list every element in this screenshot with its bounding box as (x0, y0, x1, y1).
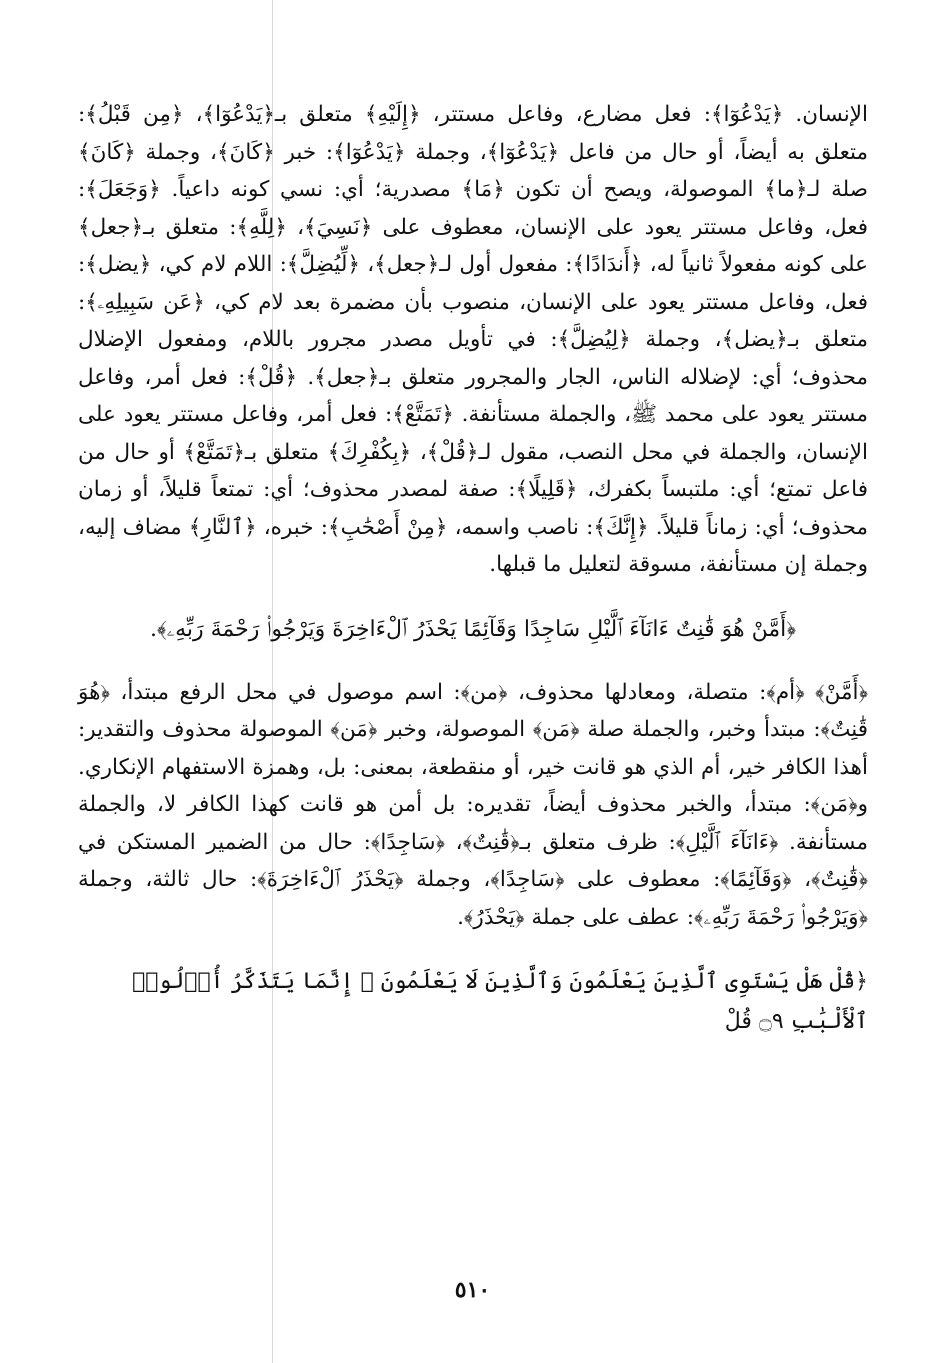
quran-verse-9-part-2: ﴿قُلْ هَلْ يَسْتَوِى ٱلَّذِينَ يَعْلَمُونَ وَٱلَّذِينَ لَا يَعْلَمُونَ ۗ إِنَّمَا يَتَذَكَّرُ أُو۟لُوا۟ ٱلْأَلْبَٰبِ ۝٩ قُلْ (132, 969, 868, 1034)
page-body (78, 96, 868, 1042)
page-number: ٥١٠ (454, 1277, 491, 1303)
tafsir-paragraph-2: ﴿أَمَّنْ﴾ ﴿أم﴾: متصلة، ومعادلها محذوف، ﴿من﴾: اسم موصول في محل الرفع مبتدأ، ﴿هُوَ قَٰنِتٌ﴾: مبتدأ وخبر، والجملة صلة ﴿مَن﴾ الموصولة، وخبر ﴿مَن﴾ الموصولة محذوف والتقدير: أهذا الكافر خير، أم الذي هو قانت خير، أو منقطعة، بمعنى: بل، وهمزة الاستفهام الإنكاري. و﴿مَن﴾: مبتدأ، والخبر محذوف أيضاً، تقديره: بل أمن هو قانت كهذا الكافر لا، والجملة مستأنفة. ﴿ءَانَآءَ ٱلَّيْلِ﴾: ظرف متعلق بـ﴿قَٰنِتٌ﴾، ﴿سَاجِدًا﴾: حال من الضمير المستكن في ﴿قَٰنِتٌ﴾، ﴿وَقَآئِمًا﴾: معطوف على ﴿سَاجِدًا﴾، وجملة ﴿يَحْذَرُ ٱلْءَاخِرَةَ﴾: حال ثالثة، وجملة ﴿وَيَرْجُوا۟ رَحْمَةَ رَبِّهِۦ﴾: عطف على جملة ﴿يَحْذَرُ﴾. (78, 679, 868, 930)
quran-verse-9-part-1: ﴿أَمَّنْ هُوَ قَٰنِتٌ ءَانَآءَ ٱلَّيْلِ سَاجِدًا وَقَآئِمًا يَحْذَرُ ٱلْءَاخِرَةَ وَيَرْجُوا۟ رَحْمَةَ رَبِّهِۦ﴾. (149, 616, 796, 642)
tafsir-paragraph-1: الإنسان. ﴿يَدْعُوٓا﴾: فعل مضارع، وفاعل مستتر، ﴿إِلَيْهِ﴾ متعلق بـ﴿يَدْعُوٓا﴾، ﴿مِن قَبْلُ﴾: متعلق به أيضاً، أو حال من فاعل ﴿يَدْعُوٓا﴾، وجملة ﴿يَدْعُوٓا﴾: خبر ﴿كَانَ﴾، وجملة ﴿كَانَ﴾ صلة لـ﴿ما﴾ الموصولة، ويصح أن تكون ﴿مَا﴾ مصدرية؛ أي: نسي كونه داعياً. ﴿وَجَعَلَ﴾: فعل، وفاعل مستتر يعود على الإنسان، معطوف على ﴿نَسِيَ﴾، ﴿لِلَّهِ﴾: متعلق بـ﴿جعل﴾ على كونه مفعولاً ثانياً له، ﴿أَندَادًا﴾: مفعول أول لـ﴿جعل﴾، ﴿لِّيُضِلَّ﴾: اللام لام كي، ﴿يضل﴾: فعل، وفاعل مستتر يعود على الإنسان، منصوب بأن مضمرة بعد لام كي، ﴿عَن سَبِيلِهِۦ﴾: متعلق بـ﴿يضل﴾، وجملة ﴿لِيُضِلَّ﴾: في تأويل مصدر مجرور باللام، ومفعول الإضلال محذوف؛ أي: لإضلاله الناس، الجار والمجرور متعلق بـ﴿جعل﴾. ﴿قُلْ﴾: فعل أمر، وفاعل مستتر يعود على محمد ﷺ، والجملة مستأنفة. ﴿تَمَتَّعْ﴾: فعل أمر، وفاعل مستتر يعود على الإنسان، والجملة في محل النصب، مقول لـ﴿قُلْ﴾، ﴿بِكُفْرِكَ﴾ متعلق بـ﴿تَمَتَّعْ﴾ أو حال من فاعل تمتع؛ أي: ملتبساً بكفرك، ﴿قَلِيلًا﴾: صفة لمصدر محذوف؛ أي: تمتعاً قليلاً، أو زمان محذوف؛ أي: زماناً قليلاً. ﴿إِنَّكَ﴾: ناصب واسمه، ﴿مِنْ أَصْحَٰبِ﴾: خبره، ﴿ٱلنَّارِ﴾ مضاف إليه، وجملة إن مستأنفة، مسوقة لتعليل ما قبلها. (78, 102, 868, 577)
